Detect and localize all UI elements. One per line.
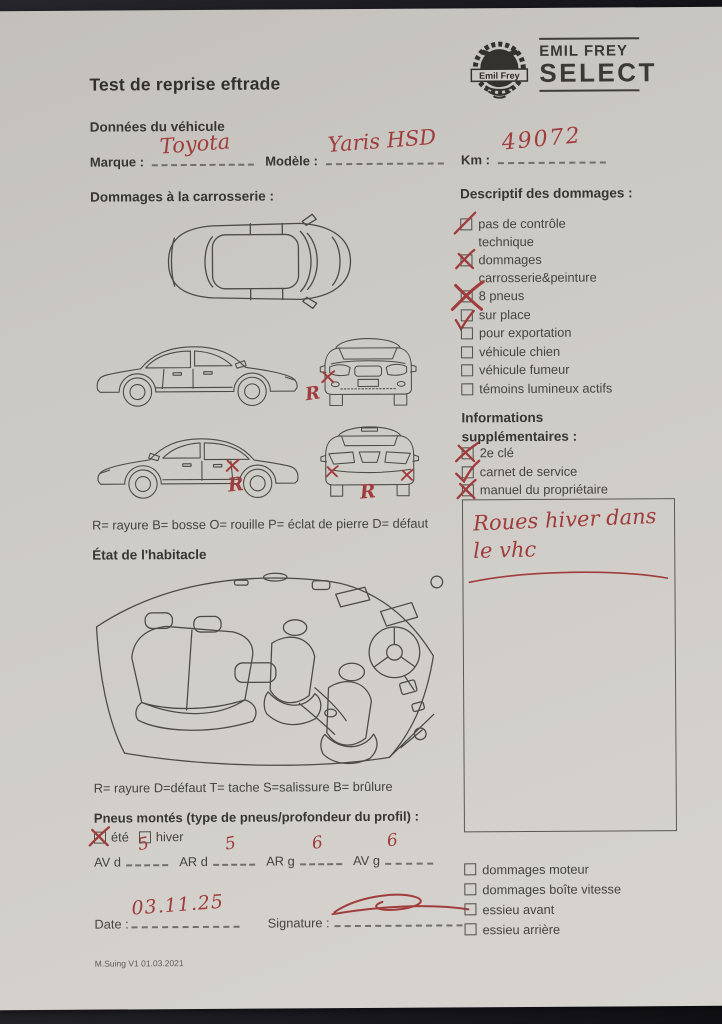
- section-dommages-carrosserie: Dommages à la carrosserie :: [90, 188, 274, 205]
- notes-underline-stroke: [467, 565, 669, 586]
- measure-arg-label: AR g: [266, 853, 295, 869]
- marque-value: Toyota: [158, 129, 231, 159]
- measure-arg-field[interactable]: [300, 832, 342, 865]
- section-etat-habitacle: État de l'habitacle: [92, 546, 207, 563]
- check-item-dommages-carrosserie[interactable]: dommages carrosserie&peinture: [460, 250, 620, 286]
- checkbox-dommages-boite[interactable]: [464, 883, 476, 895]
- check-item-temoins-lumineux[interactable]: témoins lumineux actifs: [461, 379, 673, 398]
- modele-value: Yaris HSD: [326, 124, 437, 157]
- check-item-8-pneus[interactable]: 8 pneus: [461, 286, 673, 305]
- marque-field[interactable]: [152, 129, 254, 167]
- form-version-footer: M.Suing V1 01.03.2021: [94, 958, 184, 969]
- checkbox-essieu-avant[interactable]: [464, 903, 476, 915]
- car-interior-diagram: [90, 565, 451, 775]
- km-label: Km :: [460, 152, 490, 168]
- ete-label: été: [110, 829, 129, 845]
- date-field[interactable]: [130, 890, 240, 929]
- checkbox-vehicule-chien[interactable]: [461, 346, 473, 358]
- measure-avg-field[interactable]: [385, 830, 433, 865]
- section-infos-supplementaires: Informations supplémentaires :: [461, 409, 578, 445]
- section-donnees-vehicule: Données du véhicule: [89, 118, 225, 135]
- measure-ard-value: 5: [223, 833, 238, 855]
- check-item-manuel-proprietaire[interactable]: manuel du propriétaire: [462, 480, 674, 499]
- measure-arg-value: 6: [310, 832, 325, 854]
- checkbox-manuel-proprietaire[interactable]: [462, 484, 474, 496]
- paper-form: [0, 7, 722, 1010]
- car-top-view-diagram: [150, 207, 367, 316]
- signature-scribble: [330, 889, 470, 920]
- descriptif-checklist: [460, 214, 673, 398]
- modele-label: Modèle :: [265, 153, 318, 169]
- car-side-view-2-diagram: [89, 419, 306, 510]
- modele-field[interactable]: [325, 124, 443, 165]
- damage-x-mark-rear-right: [401, 467, 414, 486]
- damage-x-mark-rear-left: [326, 463, 339, 482]
- checkbox-exportation[interactable]: [461, 327, 473, 339]
- logo-brand-line1: EMIL FREY: [539, 42, 628, 60]
- measure-avd-value: 5: [136, 833, 151, 856]
- signature-label: Signature :: [267, 915, 330, 931]
- damage-r-mark-rear: R: [358, 480, 377, 504]
- km-field[interactable]: [497, 123, 605, 165]
- page-title: Test de reprise eftrade: [89, 73, 281, 95]
- checkbox-essieu-arriere[interactable]: [465, 923, 477, 935]
- emil-frey-roundel-icon: [469, 38, 529, 102]
- hiver-label: hiver: [155, 829, 184, 845]
- measure-ard-field[interactable]: [213, 833, 255, 866]
- checkbox-dommages-moteur[interactable]: [464, 863, 476, 875]
- infos-supp-checklist: [462, 443, 674, 500]
- measure-avd-label: AV d: [94, 854, 121, 870]
- date-value: 03.11.25: [130, 890, 225, 920]
- checkbox-8-pneus[interactable]: [461, 290, 473, 302]
- signoff-row: [94, 890, 462, 932]
- mecanique-checklist: [464, 859, 676, 940]
- emil-frey-logo: [469, 37, 679, 102]
- checkbox-dommages-carrosserie[interactable]: [460, 254, 472, 266]
- check-item-controle[interactable]: pas de contrôle technique: [460, 214, 610, 250]
- date-label: Date :: [94, 916, 129, 932]
- measure-ard-label: AR d: [179, 853, 208, 870]
- logo-brand-line2: SELECT: [539, 57, 658, 88]
- carrosserie-legend: R= rayure B= bosse O= rouille P= éclat de pierre D= défaut: [92, 515, 429, 533]
- marque-label: Marque :: [89, 154, 145, 170]
- notes-line1: Roues hiver dans: [472, 504, 657, 536]
- checkbox-2e-cle[interactable]: [462, 447, 474, 459]
- damage-r-mark-front: R: [303, 382, 322, 406]
- section-pneus-montes: Pneus montés (type de pneus/profondeur du profil) :: [93, 808, 419, 826]
- damage-r-mark-side: R: [226, 472, 245, 497]
- damage-x-mark-front: [321, 369, 335, 388]
- section-descriptif-dommages: Descriptif des dommages :: [460, 185, 633, 202]
- signature-field[interactable]: [335, 911, 463, 927]
- check-item-carnet-service[interactable]: carnet de service: [462, 462, 674, 481]
- check-item-2e-cle[interactable]: 2e clé: [462, 443, 674, 462]
- checkbox-controle[interactable]: [460, 218, 472, 230]
- check-item-essieu-avant[interactable]: essieu avant: [464, 899, 676, 919]
- check-item-exportation[interactable]: pour exportation: [461, 323, 673, 342]
- checkbox-ete[interactable]: [94, 831, 106, 843]
- checkbox-vehicule-fumeur[interactable]: [461, 364, 473, 376]
- notes-line2: le vhc: [472, 537, 537, 563]
- check-item-dommages-boite[interactable]: dommages boîte vitesse: [464, 879, 676, 899]
- check-item-vehicule-chien[interactable]: véhicule chien: [461, 342, 673, 361]
- check-item-essieu-arriere[interactable]: essieu arrière: [465, 919, 677, 939]
- checkbox-carnet-service[interactable]: [462, 466, 474, 478]
- svg-text:Emil Frey: Emil Frey: [479, 70, 520, 81]
- check-item-dommages-moteur[interactable]: dommages moteur: [464, 859, 676, 879]
- km-value: 49072: [500, 123, 583, 156]
- checkbox-temoins-lumineux[interactable]: [461, 383, 473, 395]
- habitacle-legend: R= rayure D=défaut T= tache S=salissure B= brûlure: [93, 778, 393, 796]
- measure-avd-field[interactable]: [126, 833, 168, 866]
- measure-avg-value: 6: [385, 830, 400, 852]
- checkbox-sur-place[interactable]: [461, 309, 473, 321]
- logo-top-rule: [539, 37, 639, 40]
- car-side-view-diagram: [89, 327, 306, 418]
- logo-bottom-rule: [539, 89, 639, 92]
- check-item-vehicule-fumeur[interactable]: véhicule fumeur: [461, 360, 673, 379]
- measure-avg-label: AV g: [353, 852, 380, 869]
- check-item-sur-place[interactable]: sur place: [461, 305, 673, 324]
- notes-box[interactable]: [462, 498, 677, 832]
